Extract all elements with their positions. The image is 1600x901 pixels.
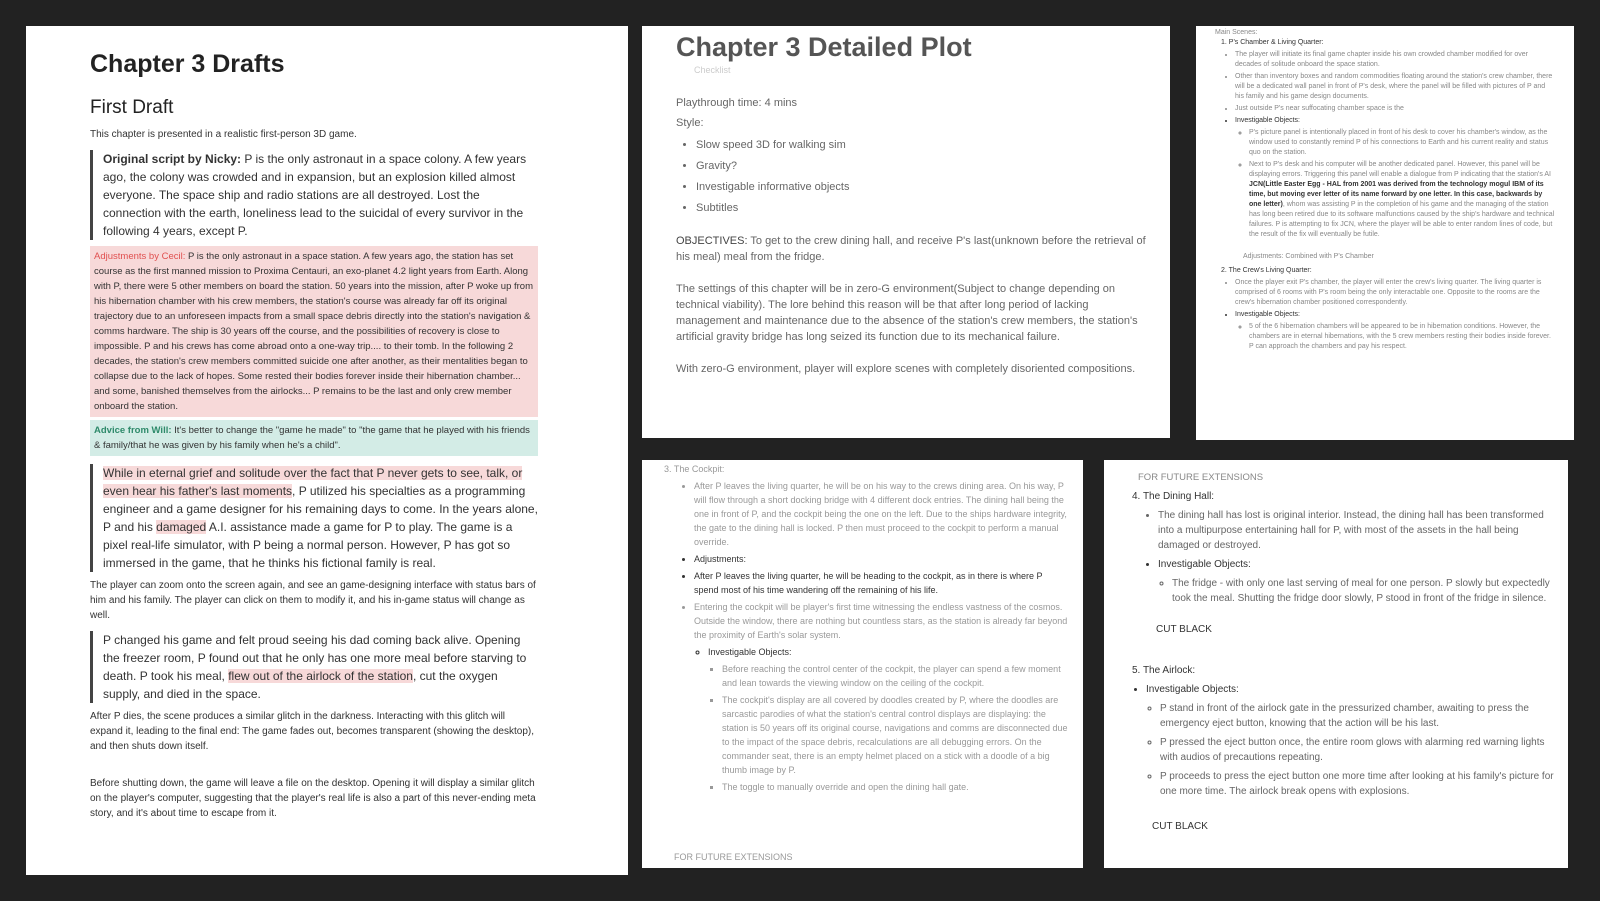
investigable-objects-label: • Investigable Objects: <box>1146 682 1554 697</box>
style-list <box>676 135 1154 219</box>
highlight-grief: While in eternal grief and solitude over the fact that P never gets to see, talk, or even hear his father's last moments <box>103 466 523 498</box>
objectives-text: To get to the crew dining hall, and receive P's last(unknown before the retrieval of his meal) meal from the fridge. <box>676 235 1146 263</box>
cut-black-2: CUT BLACK <box>1152 821 1208 832</box>
page-title: Chapter 3 Drafts <box>90 50 285 78</box>
list-item: ◦ P pressed the eject button once, the entire room glows with alarming red warning lights with audios of precautions repeating. <box>1160 735 1554 765</box>
scene-heading-dining-hall: 4. The Dining Hall: <box>1132 491 1215 502</box>
list-item: ◦ The fridge - with only one last serving of meal for one person. P slowly but expectedly took the meal. Shutting the fridge door slowly, P stood in front of the fridge in silence. <box>1172 576 1554 606</box>
dining-objects-list <box>1158 576 1554 606</box>
list-item: ◦ P proceeds to press the eject button one more time after looking at his family's picture for one more time. The airlock break opens with explosions. <box>1160 769 1554 799</box>
advice-callout <box>90 420 538 456</box>
advice-label: Advice from Will: <box>94 425 172 436</box>
scene-heading-chamber: 1. P's Chamber & Living Quarter: <box>1221 39 1324 46</box>
dining-hall-list <box>1144 508 1554 606</box>
chamber-objects-list <box>1235 128 1556 240</box>
list-item: • Other than inventory boxes and random commodities floating around the station's crew chamber, there will be a dedicated wall panel in front of P's desk, where the panel will be filled with pictures of P and his family and his game design documents. <box>1235 72 1556 102</box>
page-detailed-plot <box>642 26 1170 438</box>
airlock-list <box>1132 682 1554 799</box>
list-item: • Just outside P's near suffocating chamber space is the <box>1235 104 1556 114</box>
page-main-scenes <box>1196 26 1574 440</box>
scene-heading-airlock: 5. The Airlock: <box>1132 665 1196 676</box>
page-chapter-3-drafts <box>26 26 628 875</box>
grief-text-1: , P utilized his specialties as a programming engineer and a game designer for his remaining days to come. In the years alone, P and his <box>103 484 538 534</box>
list-item: • Once the player exit P's chamber, the player will enter the crew's living quarter. The living quarter is comprised of 6 rooms with P's room being the only interactable one. Opposite to the rooms are the crew's hibernation chamber positioned correspondently. <box>1235 278 1556 308</box>
adjustments-callout <box>90 246 538 417</box>
objectives-label: OBJECTIVES: <box>676 235 748 247</box>
adjustments-label: Adjustments by Cecil: <box>94 251 186 262</box>
living-quarter-list <box>1221 278 1556 352</box>
page-title: Chapter 3 Detailed Plot <box>676 32 972 62</box>
checklist-label: Checklist <box>694 65 731 75</box>
before-shutdown-paragraph: Before shutting down, the game will leave a file on the desktop. Opening it will display a similar glitch on the player's computer, suggesting that the player's real life is also a part of this never-ending meta story, and it's about time to escape from it. <box>90 778 536 819</box>
investigable-objects-label: • Investigable Objects: <box>1235 310 1556 320</box>
original-script-text: P is the only astronaut in a space colony. A few years ago, the colony was crowded and in expansion, but an explosion killed almost everyone. The space ship and radio stations are all destroyed. Lost the connection with the earth, loneliness lead to the suicidal of every survivor in the following 4 years, except P. <box>103 152 527 238</box>
list-item: • The dining hall has lost is original interior. Instead, the dining hall has been transformed into a multipurpose entertaining hall for P, with most of the assets in the hall being damaged or destroyed. <box>1158 508 1554 553</box>
cockpit-list <box>680 479 1069 794</box>
ending-text-1: P changed his game and felt proud seeing his dad coming back alive. Opening the freezer room, P found out that he only has one more meal before starving to death. P took his meal, <box>103 633 527 683</box>
cockpit-sub-list <box>694 645 1069 794</box>
zoom-paragraph: The player can zoom onto the screen again, and see an game-designing interface with status bars of him and his family. The player can click on them to modify it, and his in-game status will change as well. <box>90 580 536 621</box>
chamber-list <box>1221 50 1556 240</box>
scene-heading-cockpit: 3. The Cockpit: <box>664 464 725 474</box>
list-item: ◦ 5 of the 6 hibernation chambers will be appeared to be in hibernation conditions. However, the chambers are in eternal hibernations, with the 5 crew members resting their bodies inside forever. P can approach the chambers and pay his respect. <box>1249 322 1556 352</box>
list-item: ◦ P stand in front of the airlock gate in the pressurized chamber, awaiting to press the emergency eject button, knowing that the action will be his last. <box>1160 701 1554 731</box>
list-item: • After P leaves the living quarter, he will be on his way to the crews dining area. On his way, P will flow through a short docking bridge with 4 different dock entries. The dining hall being the one in front of P, and the cockpit being the one on the left. Due to the ships hardware integrity, the gate to the dining hall is locked. P then must proceed to the cockpit to perform a manual override. <box>694 479 1069 549</box>
list-item: ▪ Before reaching the control center of the cockpit, the player can spend a few moment and lean towards the viewing window on the ceiling of the cockpit. <box>722 662 1069 690</box>
list-item: • Gravity? <box>696 156 1154 177</box>
intro-paragraph: This chapter is presented in a realistic first-person 3D game. <box>90 129 357 140</box>
investigable-objects-label: ◦ Investigable Objects: <box>708 645 1069 659</box>
list-item: • The player will initiate its final game chapter inside his own crowded chamber modified for over decades of solitude onboard the space station. <box>1235 50 1556 70</box>
investigable-objects-label: • Investigable Objects: <box>1235 116 1556 126</box>
adjustments-text: P is the only astronaut in a space station. A few years ago, the station has set course as the first manned mission to Proxima Centauri, an exo-planet 4.2 light years from Earth. Along with P, there were 5 other members on board the station. 50 years into the mission, after P woke up from his hibernation chamber with his crew members, the station's course was already far off its original trajectory due to an unforeseen impacts from a small space debris directly into the station's navigation & comms hardware. The ship is 30 years off the course, and the possibilities of recovery is close to impossible. P and his crews has come abroad onto a one-way trip.... to their tomb. In the following 2 decades, the station's crew members committed suicide one after another, as their mentalities began to collapse due to the lack of hopes. Some rested their bodies forever inside their hibernation chamber... and some, banished themselves from the airlocks... P remains to be the last and only crew member onboard the station. <box>94 251 533 412</box>
highlight-damaged: damaged <box>156 520 207 534</box>
page-dining-airlock <box>1104 460 1568 868</box>
zero-g-paragraph: With zero-G environment, player will explore scenes with completely disoriented compositions. <box>676 363 1136 375</box>
list-item: • Subtitles <box>696 198 1154 219</box>
adjustment-text: • After P leaves the living quarter, he will be heading to the cockpit, as in there is where P spend most of his time wandering off the remaining of his life. <box>694 569 1069 597</box>
page-cockpit <box>642 460 1083 868</box>
ending-text-2: , cut the oxygen supply, and died in the space. <box>103 669 498 701</box>
style-label: Style: <box>676 117 704 129</box>
highlight-airlock: flew out of the airlock of the station <box>228 669 413 683</box>
cockpit-objects-list <box>708 662 1069 794</box>
grief-text-2: A.I. assistance made a game for P to play. The game is a pixel real-life simulator, with P being a normal person. However, P has got so immersed in the game, that he thinks his fictional family is real. <box>103 520 513 570</box>
list-item: • Entering the cockpit will be player's first time witnessing the endless vastness of the cosmos. Outside the window, there are nothing but countless stars, as the station is already far beyond the proximity of Earth's solar system. <box>694 600 1069 642</box>
jcn-text-1: Next to P's desk and his computer will be another dedicated panel. However, this panel will be displaying errors. Triggering this panel will enable a dialogue from P indicating that the station's AI <box>1249 161 1551 178</box>
investigable-objects-label: • Investigable Objects: <box>1158 557 1554 572</box>
airlock-objects-list <box>1146 701 1554 799</box>
future-extensions-label: FOR FUTURE EXTENSIONS <box>1138 472 1264 483</box>
living-quarter-objects-list <box>1235 322 1556 352</box>
after-death-paragraph: After P dies, the scene produces a similar glitch in the darkness. Interacting with this glitch will expand it, leading to the final end: The game fades out, becomes transparent (showing the desktop), and then shuts down itself. <box>90 711 534 752</box>
list-item: ▪ The toggle to manually override and open the dining hall gate. <box>722 780 1069 794</box>
objectives-paragraph <box>676 233 1154 265</box>
adjustments-note: Adjustments: Combined with P's Chamber <box>1243 253 1374 260</box>
list-item: • Slow speed 3D for walking sim <box>696 135 1154 156</box>
cut-black-1: CUT BLACK <box>1156 624 1212 635</box>
main-scenes-label: Main Scenes: <box>1215 29 1258 36</box>
list-item: ▪ The cockpit's display are all covered by doodles created by P, where the doodles are sarcastic parodies of what the station's central control displays are displaying: the station is 50 years off its original course, navigations and comms are disconnected due to the impact of the space debris, recalculations are all debugging errors. On the commander seat, there is an empty helmet placed on a stick with a doodle of a big thumb image by P. <box>722 693 1069 777</box>
playthrough-time: Playthrough time: 4 mins <box>676 97 798 109</box>
jcn-easter-egg: JCN(Little Easter Egg - HAL from 2001 was derived from the technology mogul IBM of its time, but moving ever letter of its name forward by one letter. In this case, backwards by one letter) <box>1249 181 1544 208</box>
grief-quote <box>90 464 538 572</box>
future-extensions-label: FOR FUTURE EXTENSIONS <box>674 852 793 862</box>
list-item: • Investigable informative objects <box>696 177 1154 198</box>
list-item: ◦ P's picture panel is intentionally placed in front of his desk to cover his chamber's window, as the window used to constantly remind P of his connections to Earth and his current reality and status quo on the station. <box>1249 128 1556 158</box>
scene-heading-living-quarter: 2. The Crew's Living Quarter: <box>1221 267 1312 274</box>
advice-text: It's better to change the "game he made" to "the game that he played with his friends & family/that he was given by his family when he's a child". <box>94 425 530 451</box>
jcn-text-2: , whom was assisting P in the completion of his game and the managing of the station has long been retired due to its software malfunctions caused by the ship's hardware and technical failures. P is attempting to fix JCN, where the player will be able to enter random lines of code, but the result of the fix will eventually be futile. <box>1249 201 1555 238</box>
settings-paragraph: The settings of this chapter will be in zero-G environment(Subject to change depending on technical viability). The lore behind this reason will be that after long period of lacking management and maintenance due to the absence of the station's crew members, the station's artificial gravity bridge has long seized its function due to its mechanical failure. <box>676 283 1138 343</box>
section-heading-first-draft: First Draft <box>90 97 174 118</box>
original-script-quote <box>90 150 538 240</box>
list-item <box>1249 160 1556 240</box>
original-script-label: Original script by Nicky: <box>103 152 242 166</box>
adjustments-label: • Adjustments: <box>694 552 1069 566</box>
ending-quote <box>90 631 538 703</box>
